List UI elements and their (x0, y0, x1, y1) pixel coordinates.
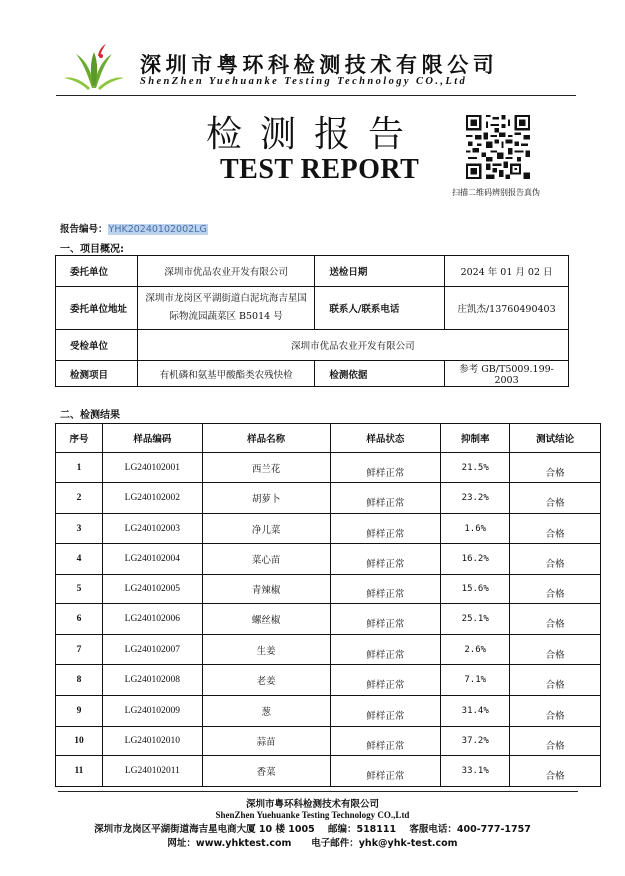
row-no: 9 (56, 696, 103, 727)
inhibition-rate: 1.6% (441, 514, 510, 544)
sample-state: 鲜样正常 (330, 544, 441, 575)
date-value: 2024 年 01 月 02 日 (445, 256, 569, 287)
report-title-en: TEST REPORT (220, 154, 420, 185)
sample-code: LG240102006 (102, 604, 202, 635)
sample-state: 鲜样正常 (330, 604, 441, 635)
inspected-unit-value: 深圳市优品农业开发有限公司 (137, 330, 568, 361)
sample-state: 鲜样正常 (330, 483, 441, 514)
footer-address: 深圳市龙岗区平湖街道海吉星电商大厦 10 楼 1005 (94, 824, 315, 835)
section-title-results: 二、检测结果 (60, 410, 120, 421)
header-state: 样品状态 (330, 424, 441, 453)
report-number-label: 报告编号： (60, 224, 108, 235)
sample-name: 西兰花 (202, 453, 330, 483)
row-no: 8 (56, 665, 103, 696)
footer-contact-line (0, 821, 625, 835)
inhibition-rate: 31.4% (441, 696, 510, 727)
row-no: 10 (56, 727, 103, 756)
inhibition-rate: 23.2% (441, 483, 510, 514)
table-row (56, 727, 601, 756)
sample-code: LG240102005 (102, 575, 202, 604)
test-result: 合格 (510, 635, 601, 665)
inhibition-rate: 21.5% (441, 453, 510, 483)
footer-company-en: ShenZhen Yuehuanke Testing Technology CO.,Ltd (215, 810, 410, 820)
row-no: 7 (56, 635, 103, 665)
results-table (55, 423, 601, 787)
table-row (56, 453, 601, 483)
sample-state: 鲜样正常 (330, 575, 441, 604)
sample-code: LG240102011 (102, 756, 202, 787)
header-code: 样品编码 (102, 424, 202, 453)
results-header-row (56, 424, 601, 453)
test-item-value: 有机磷和氨基甲酸酯类农残快检 (137, 361, 315, 387)
test-result: 合格 (510, 483, 601, 514)
sample-code: LG240102010 (102, 727, 202, 756)
test-result: 合格 (510, 453, 601, 483)
test-result: 合格 (510, 514, 601, 544)
header-divider (56, 95, 576, 96)
address-value: 深圳市龙岗区平湖街道白泥坑海吉星国际物流园蔬菜区 B5014 号 (137, 287, 315, 330)
header-name: 样品名称 (202, 424, 330, 453)
table-row (56, 635, 601, 665)
sample-code: LG240102003 (102, 514, 202, 544)
table-row (56, 696, 601, 727)
sample-name: 生姜 (202, 635, 330, 665)
sample-name: 螺丝椒 (202, 604, 330, 635)
report-title-cn: 检测报告 (206, 114, 423, 155)
section-title-overview: 一、项目概况: (60, 244, 124, 255)
sample-name: 蒜苗 (202, 727, 330, 756)
sample-code: LG240102001 (102, 453, 202, 483)
table-row (56, 756, 601, 787)
sample-name: 胡萝卜 (202, 483, 330, 514)
report-number-value[interactable]: YHK20240102002LG (108, 224, 207, 235)
footer-website[interactable]: 网址：www.yhktest.com (167, 838, 292, 849)
inhibition-rate: 16.2% (441, 544, 510, 575)
sample-state: 鲜样正常 (330, 696, 441, 727)
sample-state: 鲜样正常 (330, 453, 441, 483)
address-label: 委托单位地址 (56, 287, 138, 330)
table-row (56, 604, 601, 635)
footer-divider (58, 791, 578, 792)
test-result: 合格 (510, 665, 601, 696)
test-result: 合格 (510, 604, 601, 635)
sample-code: LG240102007 (102, 635, 202, 665)
footer-web-line (0, 835, 625, 849)
row-no: 2 (56, 483, 103, 514)
sample-name: 香菜 (202, 756, 330, 787)
test-result: 合格 (510, 544, 601, 575)
header-no: 序号 (56, 424, 103, 453)
sample-name: 菜心苗 (202, 544, 330, 575)
sample-state: 鲜样正常 (330, 756, 441, 787)
table-row (56, 544, 601, 575)
test-basis-value: 参考 GB/T5009.199-2003 (445, 361, 569, 387)
sample-name: 青辣椒 (202, 575, 330, 604)
table-row (56, 665, 601, 696)
client-label: 委托单位 (56, 256, 138, 287)
row-no: 3 (56, 514, 103, 544)
sample-code: LG240102002 (102, 483, 202, 514)
company-name-cn: 深圳市粤环科检测技术有限公司 (140, 53, 499, 77)
inhibition-rate: 37.2% (441, 727, 510, 756)
sample-state: 鲜样正常 (330, 635, 441, 665)
test-result: 合格 (510, 756, 601, 787)
footer-email[interactable]: 电子邮件：yhk@yhk-test.com (311, 838, 458, 849)
footer-company-cn: 深圳市粤环科检测技术有限公司 (245, 799, 379, 810)
row-no: 4 (56, 544, 103, 575)
leaf-logo-icon (62, 42, 126, 92)
footer-hotline: 客服电话：400-777-1757 (409, 824, 531, 835)
table-row (56, 514, 601, 544)
header-result: 测试结论 (510, 424, 601, 453)
sample-state: 鲜样正常 (330, 727, 441, 756)
inhibition-rate: 25.1% (441, 604, 510, 635)
sample-code: LG240102008 (102, 665, 202, 696)
table-row (56, 575, 601, 604)
row-no: 6 (56, 604, 103, 635)
header-rate: 抑制率 (441, 424, 510, 453)
test-result: 合格 (510, 696, 601, 727)
company-name-en: ShenZhen Yuehuanke Testing Technology CO.,Ltd (140, 76, 468, 87)
row-no: 5 (56, 575, 103, 604)
inspected-unit-label: 受检单位 (56, 330, 138, 361)
qr-caption: 扫描二维码辨别报告真伪 (452, 188, 540, 197)
sample-state: 鲜样正常 (330, 514, 441, 544)
inhibition-rate: 33.1% (441, 756, 510, 787)
report-number (60, 221, 208, 235)
sample-name: 老姜 (202, 665, 330, 696)
test-item-label: 检测项目 (56, 361, 138, 387)
row-no: 11 (56, 756, 103, 787)
test-basis-label: 检测依据 (315, 361, 445, 387)
inhibition-rate: 15.6% (441, 575, 510, 604)
qr-code-icon (466, 115, 530, 179)
date-label: 送检日期 (315, 256, 445, 287)
project-overview-table (55, 255, 569, 387)
row-no: 1 (56, 453, 103, 483)
sample-state: 鲜样正常 (330, 665, 441, 696)
contact-label: 联系人/联系电话 (315, 287, 445, 330)
test-result: 合格 (510, 575, 601, 604)
table-row (56, 483, 601, 514)
sample-name: 葱 (202, 696, 330, 727)
sample-code: LG240102004 (102, 544, 202, 575)
sample-name: 净儿菜 (202, 514, 330, 544)
inhibition-rate: 2.6% (441, 635, 510, 665)
inhibition-rate: 7.1% (441, 665, 510, 696)
test-result: 合格 (510, 727, 601, 756)
client-value: 深圳市优品农业开发有限公司 (137, 256, 315, 287)
footer-postcode: 邮编：518111 (327, 824, 397, 835)
contact-value: 庄凯杰/13760490403 (445, 287, 569, 330)
sample-code: LG240102009 (102, 696, 202, 727)
